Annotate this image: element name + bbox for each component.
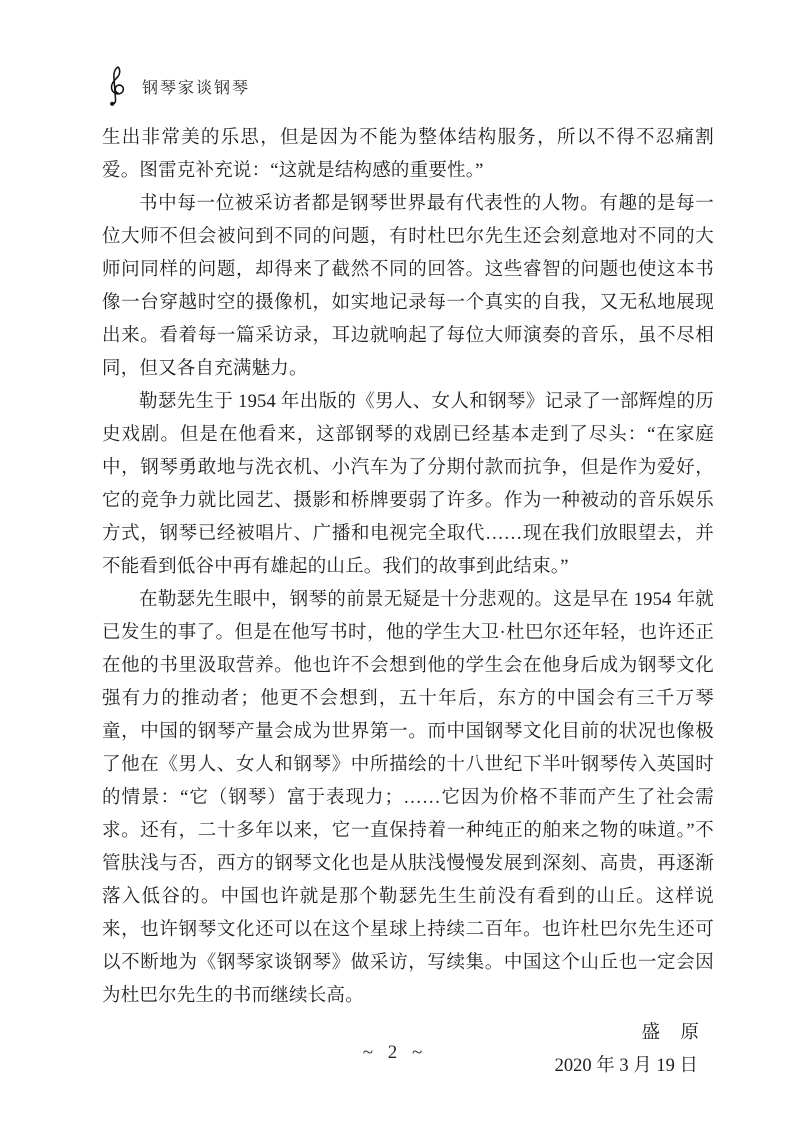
page-number: ~ 2 ~	[362, 1042, 428, 1063]
treble-clef-icon	[106, 64, 128, 110]
paragraph-continuation: 生出非常美的乐思，但是因为不能为整体结构服务，所以不得不忍痛割爱。图雷克补充说：“这就是结构感的重要性。”	[102, 128, 714, 181]
author-signature: 盛 原	[641, 1023, 700, 1043]
paragraph: 在勒瑟先生眼中，钢琴的前景无疑是十分悲观的。这是早在 1954 年就已发生的事了。但是在他写书时，他的学生大卫·杜巴尔还年轻，也许还正在他的书里汲取营养。他也许不会想到他的学生会在他身后成为钢琴文化强有力的推动者；他更不会想到，五十年后，东方的中国会有三千万琴童，中国的钢琴产量会成为世界第一。而中国钢琴文化目前的状况也像极了他在《男人、女人和钢琴》中所描绘的十八世纪下半叶钢琴传入英国时的情景：“它（钢琴）富于表现力；……它因为价格不菲而产生了社会需求。还有，二十多年以来，它一直保持着一种纯正的舶来之物的味道。”不管肤浅与否，西方的钢琴文化也是从肤浅慢慢发展到深刻、高贵，再逐渐落入低谷的。中国也许就是那个勒瑟先生生前没有看到的山丘。这样说来，也许钢琴文化还可以在这个星球上持续二百年。也许杜巴尔先生还可以不断地为《钢琴家谈钢琴》做采访，写续集。中国这个山丘也一定会因为杜巴尔先生的书而继续长高。	[102, 590, 714, 1006]
paragraph: 勒瑟先生于 1954 年出版的《男人、女人和钢琴》记录了一部辉煌的历史戏剧。但是在他看来，这部钢琴的戏剧已经基本走到了尽头：“在家庭中，钢琴勇敢地与洗衣机、小汽车为了分期付款而抗争，但是作为爱好，它的竞争力就比园艺、摄影和桥牌要弱了许多。作为一种被动的音乐娱乐方式，钢琴已经被唱片、广播和电视完全取代……现在我们放眼望去，并不能看到低谷中再有雄起的山丘。我们的故事到此结束。”	[102, 392, 714, 577]
page-footer	[0, 1042, 790, 1064]
signature-date: 2020 年 3 月 19 日	[554, 1056, 698, 1076]
body-text	[102, 122, 714, 1083]
page-header	[106, 64, 250, 110]
paragraph: 书中每一位被采访者都是钢琴世界最有代表性的人物。有趣的是每一位大师不但会被问到不同的问题，有时杜巴尔先生还会刻意地对不同的大师问同样的问题，却得来了截然不同的回答。这些睿智的问题也使这本书像一台穿越时空的摄像机，如实地记录每一个真实的自我，又无私地展现出来。看着每一篇采访录，耳边就响起了每位大师演奏的音乐，虽不尽相同，但又各自充满魅力。	[102, 194, 714, 379]
running-head-title: 钢琴家谈钢琴	[142, 79, 251, 97]
